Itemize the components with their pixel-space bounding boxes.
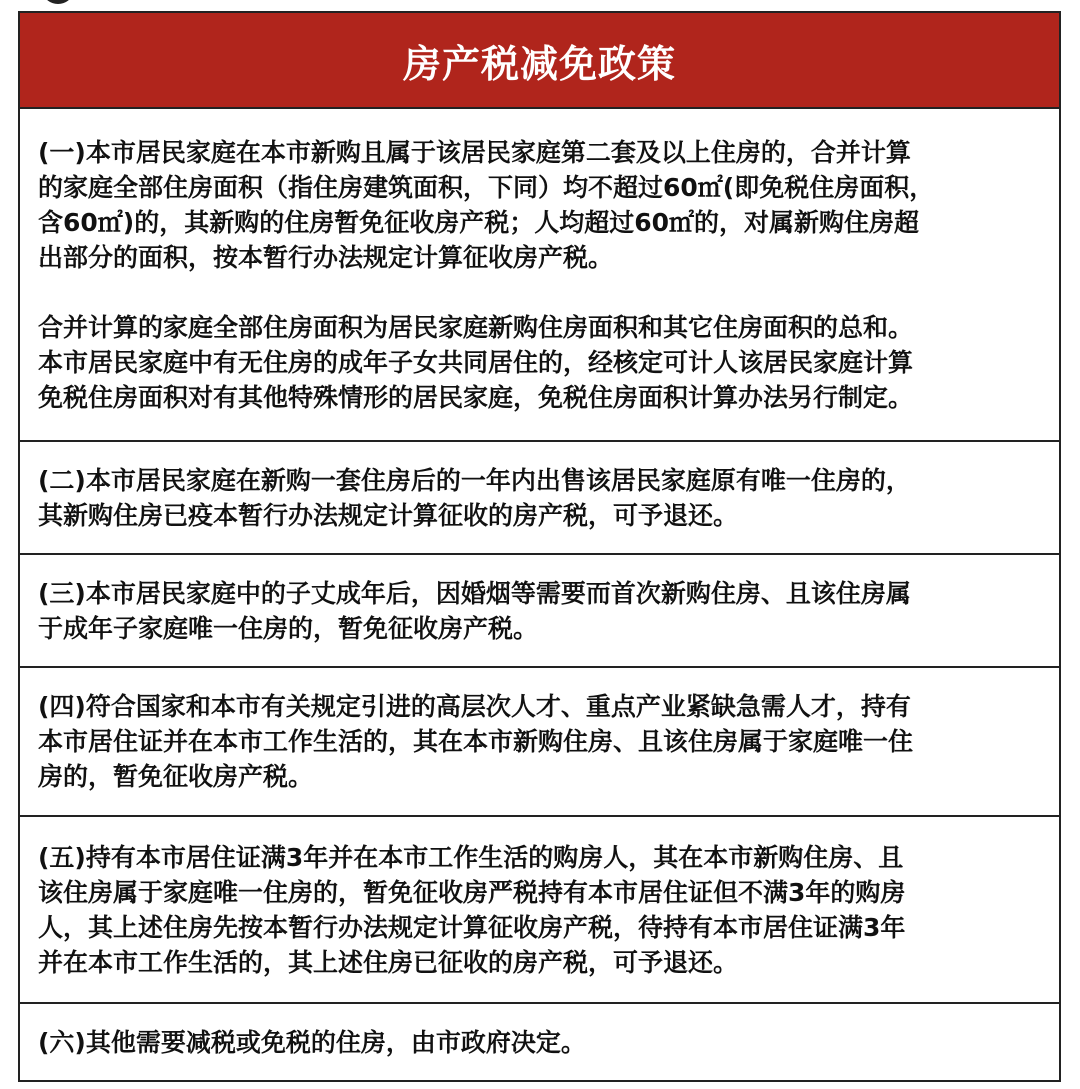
policy-item xyxy=(20,668,1059,817)
text-line: 免税住房面积对有其他特殊情形的居民家庭，免税住房面积计算办法另行制定。 xyxy=(38,382,914,412)
text-line: 出部分的面积，按本暂行办法规定计算征收房产税。 xyxy=(38,242,614,272)
text-line: 本市居住证并在本市工作生活的，其在本市新购住房、且该住房属于家庭唯一住 xyxy=(38,727,914,756)
text-line: 房的，暂免征收房产税。 xyxy=(38,762,314,791)
page-title: 房产税减免政策 xyxy=(402,41,676,86)
text-line: 于成年子家庭唯一住房的，暂免征收房产税。 xyxy=(38,613,539,643)
text-line: (五)持有本市居住证满3年并在本市工作生活的购房人，其在本市新购住房、且 xyxy=(38,842,904,872)
paragraph-gap xyxy=(38,275,1041,310)
text-line: 人，其上述住房先按本暂行办法规定计算征收房产税，待持有本市居住证满3年 xyxy=(38,912,906,942)
text-line: 合并计算的家庭全部住房面积为居民家庭新购住房面积和其它住房面积的总和。 xyxy=(38,312,914,342)
text-line: (一)本市居民家庭在本市新购且属于该居民家庭第二套及以上住房的，合并计算 xyxy=(38,137,911,167)
policy-item xyxy=(20,1004,1059,1080)
text-line: 的家庭全部住房面积（指住房建筑面积，下同）均不超过60㎡(即免税住房面积， xyxy=(38,172,935,202)
text-line: 其新购住房已疫本暂行办法规定计算征收的房产税，可予退还。 xyxy=(38,500,739,530)
table-header xyxy=(20,13,1059,109)
policy-item xyxy=(20,442,1059,555)
policy-item xyxy=(20,109,1059,442)
text-line: 本市居民家庭中有无住房的成年子女共同居住的，经核定可计人该居民家庭计算 xyxy=(38,347,914,377)
text-line: (六)其他需要减税或免税的住房，由市政府决定。 xyxy=(38,1027,586,1057)
text-line: 并在本市工作生活的，其上述住房已征收的房产税，可予退还。 xyxy=(38,947,739,977)
policy-item xyxy=(20,817,1059,1004)
decorative-shape xyxy=(44,0,72,4)
text-line: 该住房属于家庭唯一住房的，暂免征收房严税持有本市居住证但不满3年的购房 xyxy=(38,877,906,907)
policy-item xyxy=(20,555,1059,668)
text-line: (二)本市居民家庭在新购一套住房后的一年内出售该居民家庭原有唯一住房的， xyxy=(38,465,911,495)
text-line: 含60㎡)的，其新购的住房暂免征收房产税；人均超过60㎡的，对属新购住房超 xyxy=(38,207,920,237)
text-line: (三)本市居民家庭中的子丈成年后，因婚烟等需要而首次新购住房、且该住房属 xyxy=(38,578,911,608)
text-line: (四)符合国家和本市有关规定引进的高层次人才、重点产业紧缺急需人才，持有 xyxy=(38,692,911,721)
policy-table xyxy=(18,11,1061,1082)
